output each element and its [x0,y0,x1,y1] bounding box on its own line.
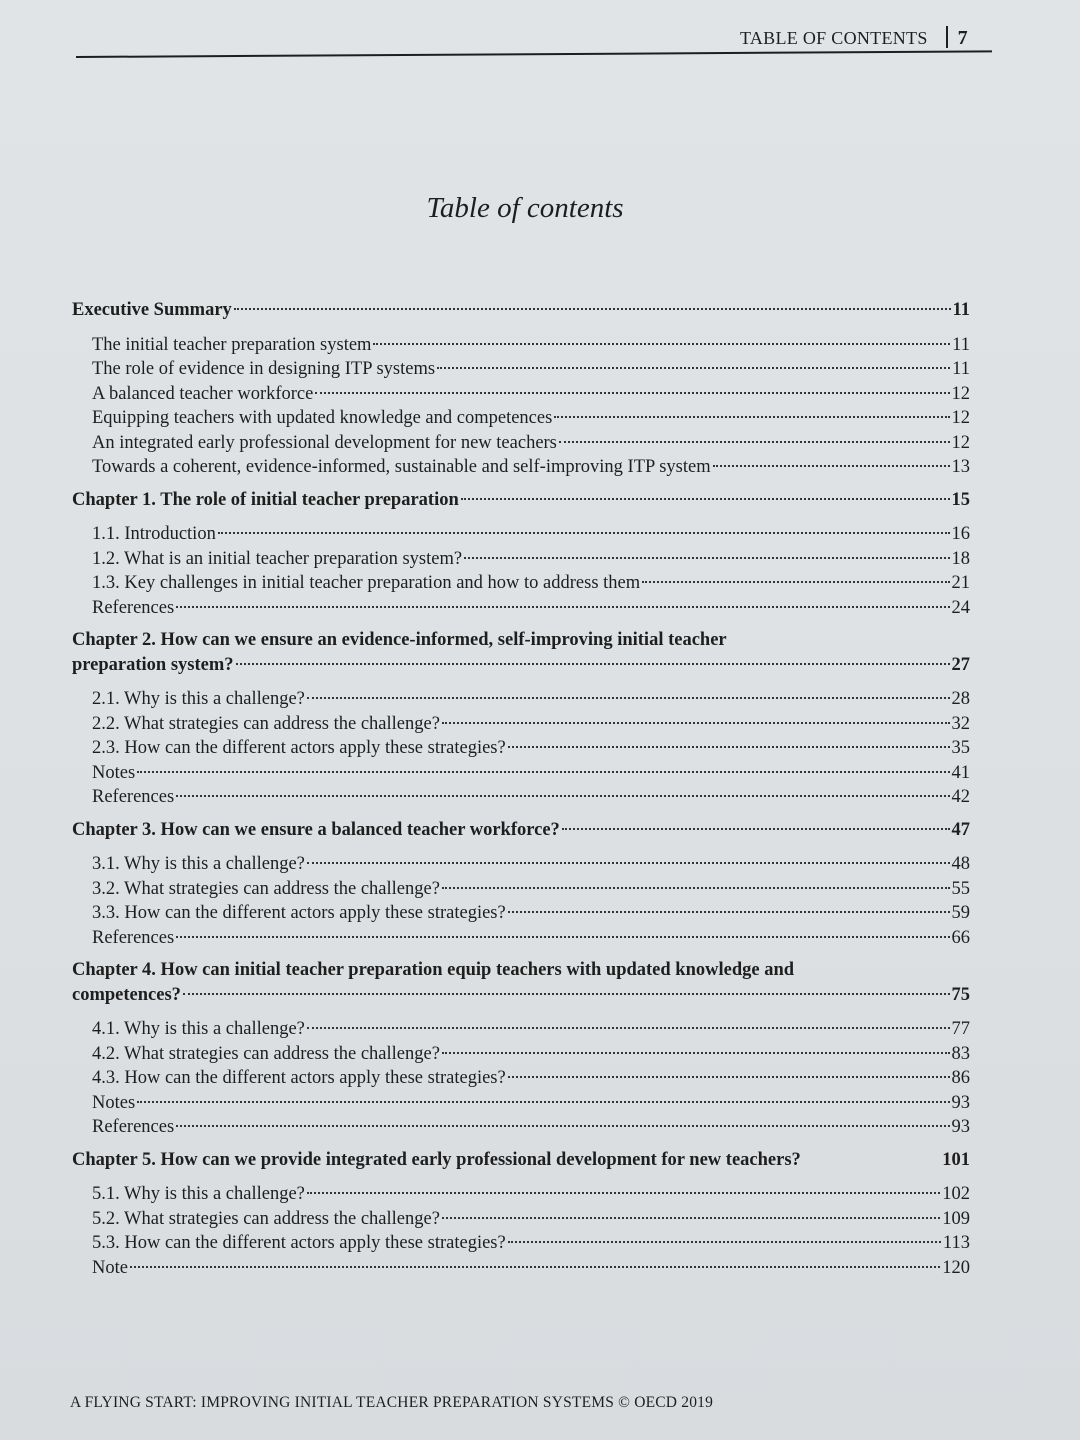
entry-title: 4.1. Why is this a challenge? [92,1019,305,1039]
entry-title: References [92,787,175,807]
chapter-title-line1: Chapter 2. How can we ensure an evidence-informed, self-improving initial teacher [72,630,727,650]
entry-title: 1.3. Key challenges in initial teacher preparation and how to address them [92,573,641,593]
entry-page-number: 11 [952,359,970,379]
entry-page-number: 93 [951,1092,970,1113]
chapter-title-line2: preparation system? [72,654,234,675]
dot-leader [218,532,950,534]
chapter-page-number: 27 [951,654,970,675]
dot-leader [464,557,949,559]
dot-leader [307,1027,950,1029]
dot-leader [642,581,949,583]
entry-page-number: 12 [951,432,970,453]
entry-page-number: 16 [951,524,970,544]
entry-title: The role of evidence in designing ITP systems [92,359,436,379]
page-footer: A FLYING START: IMPROVING INITIAL TEACHER PREPARATION SYSTEMS © OECD 2019 [70,1394,714,1411]
entry-page-number: 102 [942,1184,970,1204]
dot-leader [137,1101,949,1103]
dot-leader [562,828,950,830]
entry-page-number: 12 [951,408,970,428]
toc-entry[interactable] [72,852,970,877]
toc-section [72,818,970,951]
dot-leader [713,465,950,467]
chapter-heading[interactable] [72,1148,970,1173]
entry-title: Towards a coherent, evidence-informed, sustainable and self-improving ITP system [92,457,711,477]
entry-page-number: 86 [951,1068,970,1088]
entry-page-number: 32 [951,713,970,734]
dot-leader [508,1241,941,1243]
dot-leader [373,343,950,345]
chapter-heading[interactable] [72,818,970,843]
toc-entry[interactable] [72,1207,970,1232]
chapter-heading[interactable] [72,298,970,323]
dot-leader [461,498,950,500]
toc-entry[interactable] [72,1115,970,1140]
dot-leader [176,936,949,938]
toc-entry[interactable] [72,431,970,456]
chapter-heading[interactable] [72,958,970,1007]
entry-title: Note [92,1257,128,1278]
entry-title: Notes [92,1092,136,1113]
entry-title: 3.2. What strategies can address the challenge? [92,878,440,899]
entry-page-number: 66 [951,927,970,948]
spacer [72,1007,970,1017]
entry-page-number: 21 [951,573,970,593]
chapter-heading[interactable] [72,628,970,677]
toc-entry[interactable] [72,736,970,761]
entry-title: Notes [92,762,136,783]
dot-leader [508,1076,950,1078]
entry-title: 3.3. How can the different actors apply these strategies? [92,903,506,923]
entry-title: 1.1. Introduction [92,524,216,544]
chapter-page-number: 47 [951,819,970,840]
entry-page-number: 13 [951,457,970,477]
dot-leader [437,367,950,369]
toc-title: Table of contents [426,192,624,224]
entry-page-number: 28 [951,689,970,709]
chapter-page-number: 75 [951,984,970,1005]
spacer [72,842,970,852]
chapter-page-number: 15 [951,489,970,510]
entry-title: Equipping teachers with updated knowledge and competences [92,408,553,428]
entry-title: 5.3. How can the different actors apply these strategies? [92,1233,506,1253]
chapter-page-number: 11 [952,300,970,320]
toc-entry[interactable] [72,712,970,737]
dot-leader [137,771,949,773]
entry-page-number: 109 [942,1208,970,1229]
entry-page-number: 77 [951,1019,970,1039]
spacer [72,512,970,522]
toc-entry[interactable] [72,1231,970,1256]
dot-leader [508,911,950,913]
chapter-title-line2: competences? [72,984,181,1005]
entry-title: 2.2. What strategies can address the challenge? [92,713,440,734]
entry-page-number: 18 [951,548,970,569]
toc-entry[interactable] [72,1091,970,1116]
toc-entry[interactable] [72,761,970,786]
toc-section [72,298,970,480]
entry-page-number: 35 [951,738,970,758]
dot-leader [130,1266,940,1268]
entry-title: 3.1. Why is this a challenge? [92,854,305,874]
chapter-heading[interactable] [72,488,970,513]
toc-section [72,958,970,1140]
spacer [72,323,970,333]
entry-title: 4.2. What strategies can address the challenge? [92,1043,440,1064]
running-head [740,26,968,50]
entry-page-number: 59 [951,903,970,923]
entry-page-number: 12 [951,383,970,404]
dot-leader [442,887,950,889]
dot-leader [307,697,950,699]
chapter-title: Chapter 1. The role of initial teacher preparation [72,489,459,510]
entry-title: 1.2. What is an initial teacher preparation system? [92,548,463,569]
dot-leader [559,441,950,443]
running-head-title: TABLE OF CONTENTS [740,28,928,48]
toc-entry[interactable] [72,1182,970,1207]
toc-entry[interactable] [72,382,970,407]
dot-leader [508,746,950,748]
entry-page-number: 41 [951,762,970,783]
spacer [72,677,970,687]
toc-entry[interactable] [72,547,970,572]
toc-entry[interactable] [72,1066,970,1091]
toc-entry[interactable] [72,901,970,926]
dot-leader [307,1192,940,1194]
dot-leader [176,606,949,608]
entry-title: References [92,927,175,948]
toc-section [72,628,970,810]
dot-leader [307,862,950,864]
toc-entry[interactable] [72,522,970,547]
toc-entry[interactable] [72,357,970,382]
spacer [72,1172,970,1182]
entry-title: 4.3. How can the different actors apply these strategies? [92,1068,506,1088]
chapter-title: Chapter 5. How can we provide integrated early professional development for new teachers? [72,1149,801,1170]
toc-entry[interactable] [72,1256,970,1281]
dot-leader [176,795,949,797]
dot-leader [183,993,950,995]
toc-entry[interactable] [72,406,970,431]
entry-page-number: 11 [952,334,970,355]
entry-page-number: 48 [951,854,970,874]
toc-entry[interactable] [72,785,970,810]
toc-entry[interactable] [72,596,970,621]
page-number: 7 [957,27,968,49]
toc-section [72,1148,970,1281]
entry-title: 2.3. How can the different actors apply these strategies? [92,738,506,758]
toc-entry[interactable] [72,877,970,902]
dot-leader [176,1125,949,1127]
toc-entry[interactable] [72,333,970,358]
entry-title: 5.1. Why is this a challenge? [92,1184,305,1204]
toc-entry[interactable] [72,571,970,596]
toc-entry[interactable] [72,926,970,951]
toc-section [72,488,970,621]
dot-leader [315,392,949,394]
entry-title: The initial teacher preparation system [92,334,372,355]
toc-entry[interactable] [72,1042,970,1067]
entry-page-number: 55 [951,878,970,899]
entry-page-number: 42 [951,787,970,807]
toc-entry[interactable] [72,1017,970,1042]
dot-leader [234,308,951,310]
dot-leader [442,1217,940,1219]
entry-title: References [92,597,175,618]
entry-page-number: 120 [942,1257,970,1278]
entry-title: A balanced teacher workforce [92,383,314,404]
entry-title: 2.1. Why is this a challenge? [92,689,305,709]
dot-leader [554,416,949,418]
toc-entry[interactable] [72,687,970,712]
chapter-title-line1: Chapter 4. How can initial teacher preparation equip teachers with updated knowledge and [72,960,795,980]
running-head-divider [946,26,948,48]
dot-leader [442,722,950,724]
table-of-contents [72,298,970,1288]
entry-title: 5.2. What strategies can address the challenge? [92,1208,440,1229]
chapter-title: Executive Summary [72,300,232,320]
header-rule [76,50,992,58]
entry-page-number: 93 [951,1117,970,1137]
chapter-title: Chapter 3. How can we ensure a balanced teacher workforce? [72,819,560,840]
chapter-page-number: 101 [942,1149,970,1170]
dot-leader [236,663,950,665]
toc-entry[interactable] [72,455,970,480]
entry-title: An integrated early professional development for new teachers [92,432,557,453]
entry-page-number: 113 [942,1233,970,1253]
entry-page-number: 24 [951,597,970,618]
dot-leader [442,1052,950,1054]
entry-page-number: 83 [951,1043,970,1064]
entry-title: References [92,1117,175,1137]
